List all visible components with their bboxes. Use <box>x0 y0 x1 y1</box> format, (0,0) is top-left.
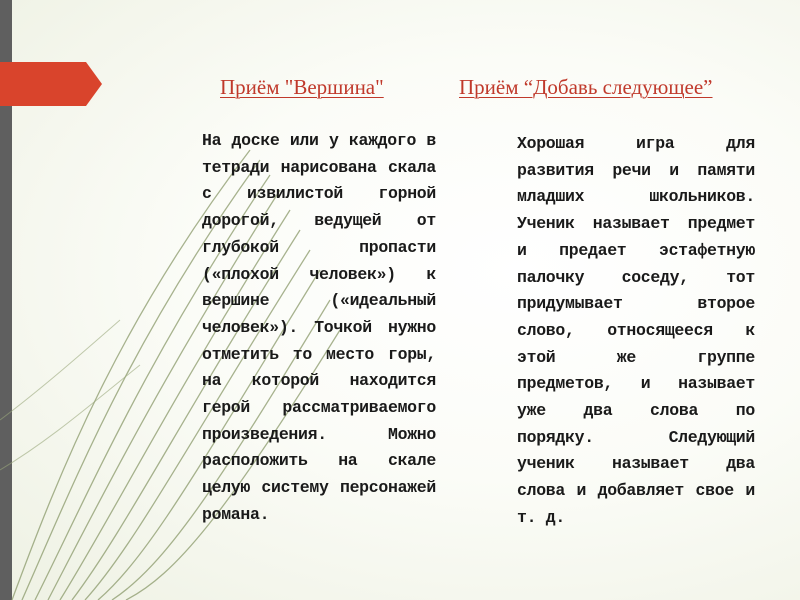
left-column-text: На доске или у каждого в тетради нарисована скала с извилистой горной дорогой, ведущей от глубокой пропасти («плохой человек») к вершине («идеальный человек»). Точкой нужно отметить то место горы, на которой находится герой рассматриваемого произведения. Можно расположить на скале целую систему персонажей романа. <box>202 131 436 524</box>
left-column-title: Приём "Вершина" <box>220 75 384 99</box>
right-column-text: Хорошая игра для развития речи и памяти младших школьников. Ученик называет предмет и предает эстафетную палочку соседу, тот придумывает второе слово, относящееся к этой же группе предметов, и называет уже два слова по порядку. Следующий ученик называет два слова и добавляет свое и т. д. <box>517 134 755 527</box>
right-column-title: Приём “Добавь следующее” <box>459 75 713 99</box>
red-arrow-banner <box>0 62 102 106</box>
